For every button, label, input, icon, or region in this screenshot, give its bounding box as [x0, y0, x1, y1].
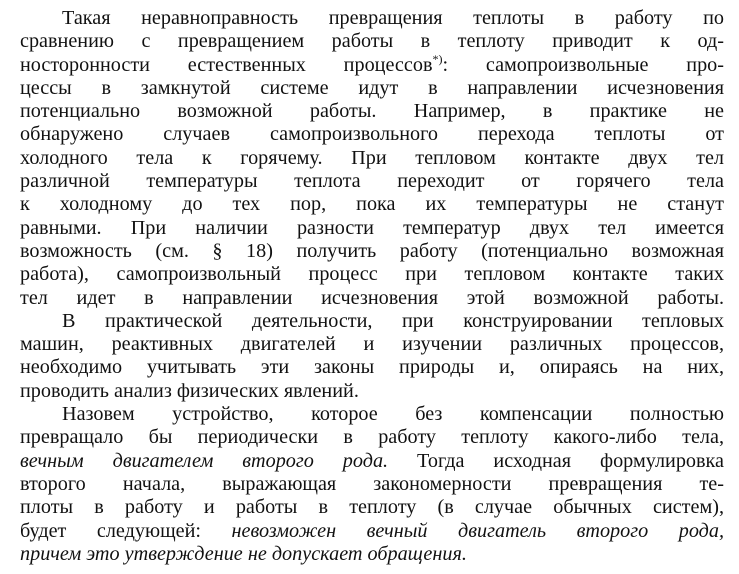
- paragraph-3: [20, 403, 724, 566]
- text-line: различной температуры теплота переходит от горячего тела: [20, 170, 724, 193]
- text-fragment: носторонности естественных процессов: [20, 53, 433, 76]
- text-line: [20, 51, 724, 77]
- text-line: цессы в замкнутой системе идут в направлении исчезновения: [20, 76, 724, 99]
- text-fragment: будет следующей:: [20, 519, 232, 542]
- text-line: тел идет в направлении исчезновения этой возможной работы.: [20, 286, 724, 309]
- footnote-mark[interactable]: *): [432, 51, 443, 66]
- text-line: к холодному до тех пор, пока их температуры не станут: [20, 193, 724, 216]
- text-line: сравнению с превращением работы в теплоту приводит к од-: [20, 30, 724, 53]
- text-line: Такая неравноправность превращения теплоты в работу по: [62, 7, 724, 29]
- text-line: плоты в работу и работы в теплоту (в случае обычных систем),: [20, 496, 724, 519]
- text-line: потенциально возможной работы. Например, в практике не: [20, 100, 724, 123]
- text-fragment: Тогда исходная формулировка: [388, 449, 724, 472]
- text-line: проводить анализ физических явлений.: [20, 379, 359, 402]
- second-law-statement: причем это утверждение не допускает обращения.: [20, 542, 467, 565]
- paragraph-2: [20, 310, 724, 403]
- text-line: машин, реактивных двигателей и изучении различных процессов,: [20, 333, 724, 356]
- text-line: [20, 450, 724, 473]
- text-line: [20, 520, 724, 543]
- second-law-statement: невозможен вечный двигатель второго рода,: [231, 519, 724, 542]
- text-line: [20, 543, 724, 566]
- text-line: Назовем устройство, которое без компенсации полностью: [62, 403, 724, 426]
- text-line: превращало бы периодически в работу теплоту какого-либо тела,: [20, 426, 724, 449]
- text-line: второго начала, выражающая закономерности превращения те-: [20, 472, 724, 495]
- text-fragment: : самопроизвольные про-: [442, 53, 724, 76]
- term-perpetual-motion: вечным двигателем второго рода.: [20, 449, 389, 472]
- text-line: необходимо учитывать эти законы природы и, опираясь на них,: [20, 356, 724, 379]
- text-line: холодного тела к горячему. При тепловом контакте двух тел: [20, 146, 724, 169]
- text-line: равными. При наличии разности температур двух тел имеется: [20, 216, 724, 239]
- text-line: возможность (см. § 18) получить работу (потенциально возможная: [20, 239, 724, 262]
- paragraph-1: [20, 7, 724, 310]
- text-line: обнаружено случаев самопроизвольного перехода теплоты от: [20, 123, 724, 146]
- text-line: работа), самопроизвольный процесс при тепловом контакте таких: [20, 263, 724, 286]
- text-line: В практической деятельности, при конструировании тепловых: [62, 309, 724, 332]
- document-page: [20, 7, 724, 566]
